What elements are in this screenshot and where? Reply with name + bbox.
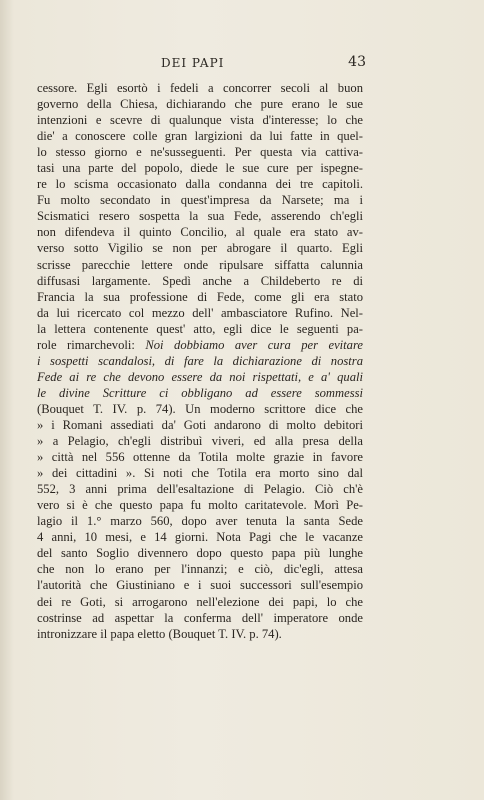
text-line <box>37 529 363 545</box>
text-line <box>37 112 363 128</box>
text-run: governo della Chiesa, dichiarando che pure erano le sue <box>37 97 363 112</box>
text-run: scrisse parecchie lettere onde ripulsare siffatta calunnia <box>37 257 363 272</box>
text-run: non difendeva il quinto Concilio, al quale era stato av- <box>37 225 363 240</box>
text-run: 4 anni, 10 mesi, e 14 giorni. Nota Pagi che le vacanze <box>37 530 363 545</box>
text-run: dei re Goti, si arrogarono nell'elezione dei papi, lo che <box>37 594 363 609</box>
text-run: tasi una parte del popolo, diede le sue cure per ispegne- <box>37 161 363 176</box>
text-line <box>37 192 363 208</box>
text-run: Fu molto secondato in quest'impresa da Narsete; ma i <box>37 193 363 208</box>
text-line <box>37 80 363 96</box>
text-run: » i Romani assediati da' Goti andarono di molto debitori <box>37 417 363 432</box>
text-line <box>37 385 363 401</box>
text-line <box>37 417 363 433</box>
text-run: lagio il 1.° marzo 560, dopo aver tenuta la santa Sede <box>37 514 363 529</box>
text-line <box>37 176 363 192</box>
text-line <box>37 160 363 176</box>
text-line <box>37 273 363 289</box>
text-run: verso sotto Vigilio se non per abrogare il quarto. Egli <box>37 241 363 256</box>
text-run: lo stesso giorno e ne'susseguenti. Per questa via cattiva- <box>37 145 363 160</box>
text-line <box>37 401 363 417</box>
text-line <box>37 224 363 240</box>
text-line <box>37 594 363 610</box>
text-run: la lettera contenente quest' atto, egli dice le seguenti pa- <box>37 321 363 336</box>
text-run: » a Pelagio, ch'egli distribuì viveri, ed alla presa della <box>37 434 363 449</box>
text-line <box>37 610 363 626</box>
text-line <box>37 545 363 561</box>
text-run: » dei cittadini ». Si noti che Totila era morto sino dal <box>37 466 363 481</box>
text-run: » città nel 556 ottenne da Totila molte grazie in favore <box>37 450 363 465</box>
text-run: cessore. Egli esortò i fedeli a concorrer secoli al buon <box>37 81 363 95</box>
text-line <box>37 481 363 497</box>
text-run: 552, 3 anni prima dell'esaltazione di Pelagio. Ciò ch'è <box>37 482 363 497</box>
text-line <box>37 369 363 385</box>
text-line <box>37 433 363 449</box>
text-line <box>37 208 363 224</box>
text-line <box>37 577 363 593</box>
text-run: del santo Soglio divennero dopo questo papa più lunghe <box>37 546 363 561</box>
text-run: che non lo erano per l'innanzi; e ciò, dic'egli, attesa <box>37 562 363 577</box>
text-line <box>37 449 363 465</box>
text-run: die' a conoscere colle gran largizioni da lui fatte in quel- <box>37 129 363 144</box>
text-run: l'autorità che Giustiniano e i suoi successori sull'esempio <box>37 578 363 593</box>
text-run: vero si è che questo papa fu molto caritatevole. Morì Pe- <box>37 498 363 513</box>
text-line <box>37 497 363 513</box>
italic-text: Fede ai re che devono essere da noi rispettati, e a' quali <box>37 369 363 384</box>
italic-text: le divine Scritture ci obbligano ad essere sommessi <box>37 385 363 400</box>
text-run: re lo scisma occasionato dalla condanna dei tre capitoli. <box>37 177 363 192</box>
text-line <box>37 465 363 481</box>
text-line <box>37 337 363 353</box>
italic-text: i sospetti scandalosi, di fare la dichiarazione di nostra <box>37 353 363 368</box>
text-run: (Bouquet T. IV. p. 74). Un moderno scrittore dice che <box>37 401 363 416</box>
text-line <box>37 513 363 529</box>
text-line <box>37 257 363 273</box>
page-header <box>36 54 366 74</box>
text-run: costrinse ad aspettar la conferma dell' imperatore onde <box>37 610 363 625</box>
running-head: DEI PAPI <box>161 56 225 70</box>
text-run: intronizzare il papa eletto (Bouquet T. IV. p. 74). <box>37 626 282 641</box>
text-line <box>37 321 363 337</box>
text-run: da lui ricercato col mezzo dell' ambasciatore Rufino. Nel- <box>37 305 363 320</box>
body-text <box>37 80 363 642</box>
italic-text: Noi dobbiamo aver cura per evitare <box>145 337 364 352</box>
page-number: 43 <box>348 54 366 70</box>
text-run: diffusasi largamente. Spedì anche a Childeberto re di <box>37 273 363 288</box>
text-run: Francia la sua professione di Fede, come gli era stato <box>37 289 363 304</box>
text-line <box>37 561 363 577</box>
text-line <box>37 289 363 305</box>
text-line <box>37 144 363 160</box>
text-line <box>37 305 363 321</box>
text-line <box>37 128 363 144</box>
text-line <box>37 353 363 369</box>
text-line <box>37 240 363 256</box>
text-line <box>37 626 363 642</box>
text-line <box>37 96 363 112</box>
text-run: intenzioni e scevre di qualunque vista d'interesse; lo che <box>37 113 363 128</box>
text-run: Scismatici resero sospetta la sua Fede, asserendo ch'egli <box>37 209 363 224</box>
text-run: role rimarchevoli: <box>37 337 146 352</box>
